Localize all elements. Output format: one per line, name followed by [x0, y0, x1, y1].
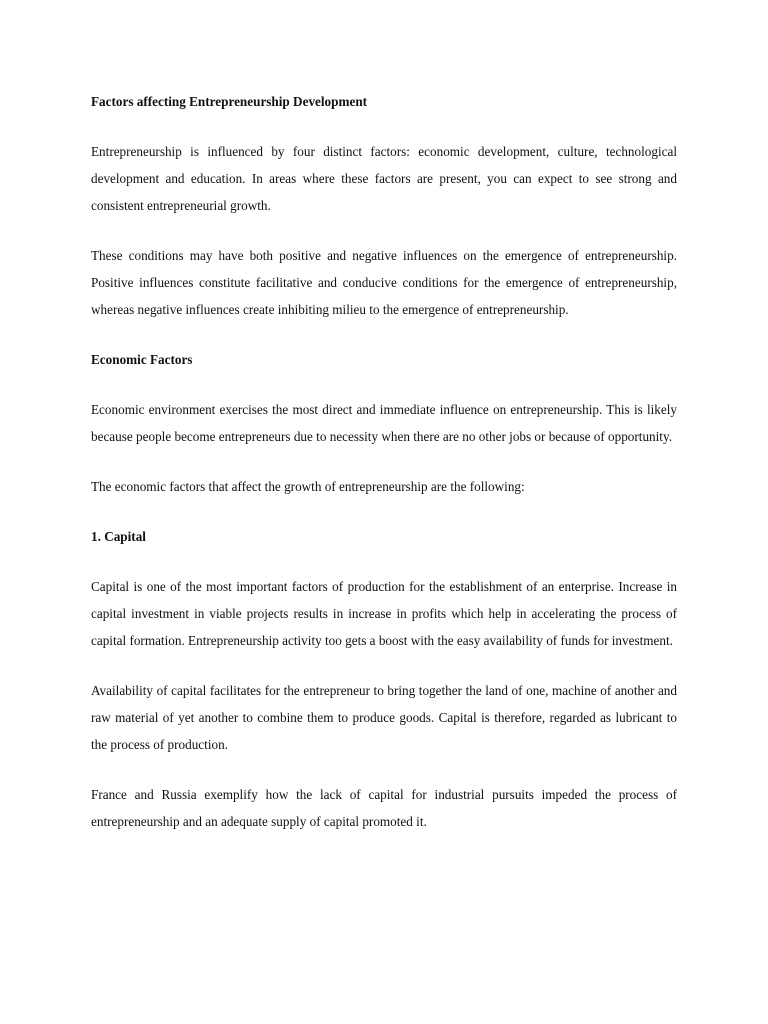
intro-paragraph-2: These conditions may have both positive and negative influences on the emergence of entrepreneurship. Positive influences constitute facilitative and conducive conditions for the emergence of entrepreneurship, whereas negative influences create inhibiting milieu to the emergence of entrepreneurship.	[91, 248, 677, 317]
document-title: Factors affecting Entrepreneurship Development	[91, 94, 368, 109]
section-heading-capital: 1. Capital	[91, 529, 146, 544]
capital-paragraph-1: Capital is one of the most important factors of production for the establishment of an enterprise. Increase in capital investment in viable projects results in increase in profits which help in accelerating the process of capital formation. Entrepreneurship activity too gets a boost with the easy availability of funds for investment.	[91, 579, 677, 648]
economic-paragraph-1: Economic environment exercises the most direct and immediate influence on entrepreneurship. This is likely because people become entrepreneurs due to necessity when there are no other jobs or because of opportunity.	[91, 402, 677, 444]
document-body	[91, 88, 677, 858]
economic-paragraph-2: The economic factors that affect the growth of entrepreneurship are the following:	[91, 479, 525, 494]
capital-paragraph-3: France and Russia exemplify how the lack of capital for industrial pursuits impeded the process of entrepreneurship and an adequate supply of capital promoted it.	[91, 787, 677, 829]
section-heading-economic-factors: Economic Factors	[91, 352, 193, 367]
capital-paragraph-2: Availability of capital facilitates for the entrepreneur to bring together the land of one, machine of another and raw material of yet another to combine them to produce goods. Capital is therefore, regarded as lubricant to the process of production.	[91, 683, 677, 752]
intro-paragraph-1: Entrepreneurship is influenced by four distinct factors: economic development, culture, technological development and education. In areas where these factors are present, you can expect to see strong and consistent entrepreneurial growth.	[91, 144, 677, 213]
